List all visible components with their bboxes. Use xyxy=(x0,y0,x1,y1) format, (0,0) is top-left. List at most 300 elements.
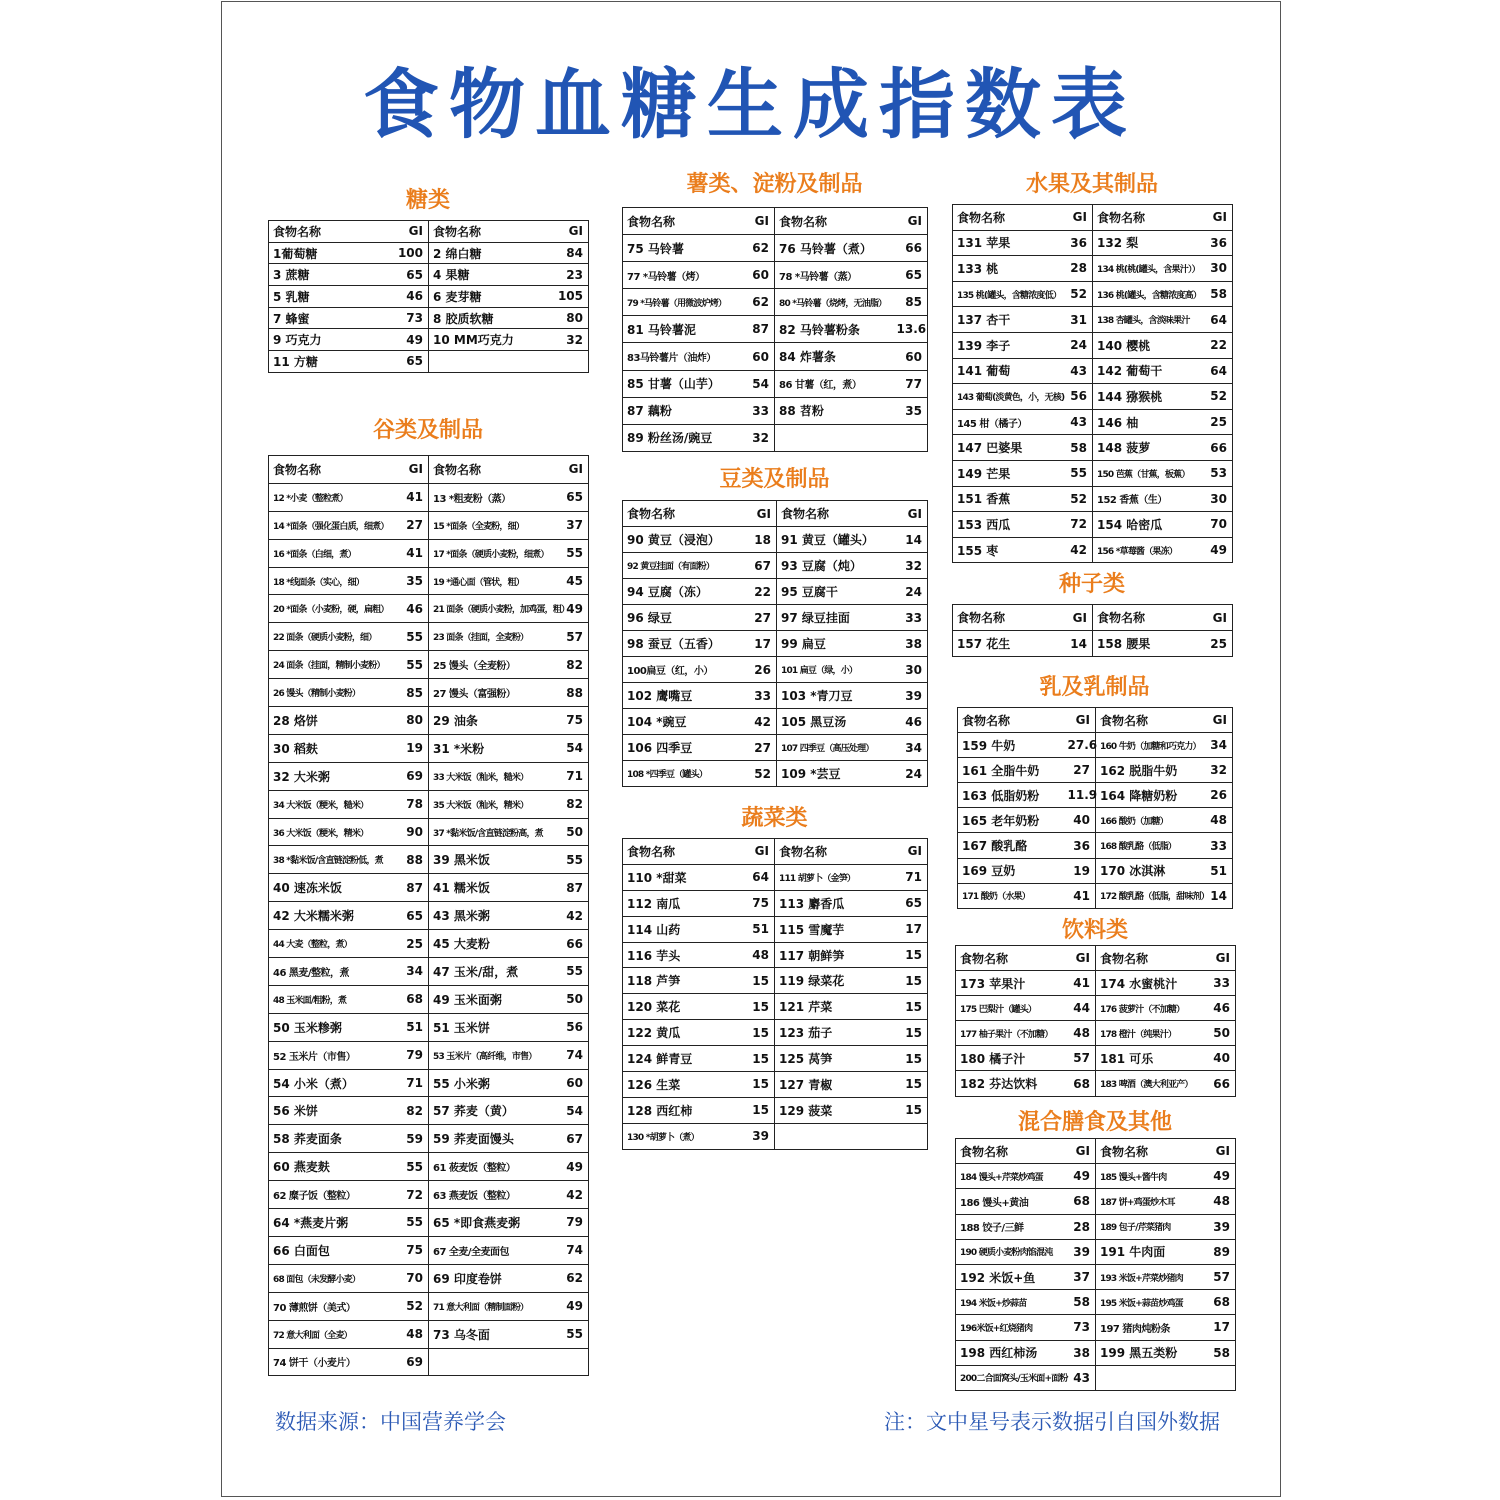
gi-value-cell: 28 xyxy=(1064,1214,1096,1239)
food-name-cell: 49 玉米面粥 xyxy=(429,985,549,1013)
food-name-cell: 133 桃 xyxy=(953,256,1061,282)
gi-value-cell: 55 xyxy=(549,1320,589,1348)
gi-value-cell: 87 xyxy=(389,874,429,902)
gi-value-cell: 72 xyxy=(389,1181,429,1209)
food-name-cell: 195 米饭+蒜苗炒鸡蛋 xyxy=(1096,1290,1204,1315)
food-name-cell: 107 四季豆（高压处理） xyxy=(777,735,895,761)
header-gi: GI xyxy=(1064,1139,1096,1164)
food-name-cell: 2 绵白糖 xyxy=(429,242,549,264)
gi-value-cell: 33 xyxy=(743,683,777,709)
table-row xyxy=(953,409,1233,435)
table-row xyxy=(623,683,928,709)
food-name-cell: 193 米饭+芹菜炒猪肉 xyxy=(1096,1264,1204,1289)
table-row xyxy=(269,679,589,707)
food-name-cell: 59 荞麦面馒头 xyxy=(429,1125,549,1153)
food-name-cell: 37 *黏米饭/含直链淀粉高，煮 xyxy=(429,818,549,846)
gi-value-cell: 55 xyxy=(389,1209,429,1237)
food-name-cell: 20 *面条（小麦粉，硬，扁粗） xyxy=(269,595,389,623)
gi-value-cell: 26 xyxy=(1202,783,1233,808)
gi-value-cell: 24 xyxy=(1061,332,1093,358)
gi-value-cell: 100 xyxy=(369,242,429,264)
gi-value-cell: 56 xyxy=(549,1013,589,1041)
table-row xyxy=(269,1292,589,1320)
table-row xyxy=(269,790,589,818)
gi-value-cell: 82 xyxy=(549,790,589,818)
food-name-cell: 6 麦芽糖 xyxy=(429,286,549,308)
gi-value-cell: 52 xyxy=(1201,384,1233,410)
food-name-cell: 51 玉米饼 xyxy=(429,1013,549,1041)
food-name-cell: 66 白面包 xyxy=(269,1236,389,1264)
food-name-cell: 118 芦笋 xyxy=(623,968,741,994)
header-gi: GI xyxy=(1204,946,1236,971)
food-name-cell: 21 面条（硬质小麦粉，加鸡蛋，粗） xyxy=(429,595,549,623)
food-name-cell: 97 绿豆挂面 xyxy=(777,605,895,631)
food-name-cell: 113 麝香瓜 xyxy=(775,890,893,916)
gi-value-cell: 14 xyxy=(1061,631,1093,657)
food-name-cell: 43 黑米粥 xyxy=(429,902,549,930)
gi-value-cell: 27 xyxy=(743,735,777,761)
gi-value-cell: 42 xyxy=(743,709,777,735)
table-row xyxy=(623,397,928,424)
food-name-cell: 190 硬质小麦粉肉馅混沌 xyxy=(956,1239,1064,1264)
gi-value-cell: 17 xyxy=(893,916,928,942)
header-food-name: 食物名称 xyxy=(775,839,893,865)
gi-value-cell: 58 xyxy=(1064,1290,1096,1315)
gi-value-cell: 31 xyxy=(1061,307,1093,333)
food-name-cell: 58 荞麦面条 xyxy=(269,1125,389,1153)
food-name-cell xyxy=(1096,1365,1204,1390)
gi-value-cell: 73 xyxy=(1064,1315,1096,1340)
gi-value-cell: 58 xyxy=(1204,1340,1236,1365)
gi-value-cell: 60 xyxy=(741,262,775,289)
table-row xyxy=(953,435,1233,461)
gi-value-cell: 82 xyxy=(549,651,589,679)
food-name-cell: 150 芭蕉（甘蕉，板蕉） xyxy=(1093,460,1201,486)
food-name-cell: 156 *草莓酱（果冻） xyxy=(1093,537,1201,563)
header-gi: GI xyxy=(1204,1139,1236,1164)
gi-table xyxy=(957,707,1233,909)
gi-value-cell: 57 xyxy=(549,623,589,651)
section-title: 豆类及制品 xyxy=(719,467,830,492)
food-name-cell: 170 冰淇淋 xyxy=(1096,858,1202,883)
gi-value-cell: 41 xyxy=(1064,971,1096,996)
food-name-cell: 104 *豌豆 xyxy=(623,709,743,735)
table-row xyxy=(958,808,1233,833)
gi-value-cell: 17 xyxy=(1204,1315,1236,1340)
table-row xyxy=(956,1264,1236,1289)
food-name-cell: 10 MM巧克力 xyxy=(429,329,549,351)
gi-value-cell: 36 xyxy=(1061,230,1093,256)
gi-value-cell xyxy=(893,1123,928,1149)
food-name-cell: 172 酸乳酪（低脂，甜味剂） xyxy=(1096,883,1202,908)
food-name-cell: 79 *马铃薯（用微波炉烤） xyxy=(623,289,741,316)
table-row xyxy=(269,734,589,762)
header-food-name: 食物名称 xyxy=(775,208,893,235)
gi-value-cell: 69 xyxy=(389,1348,429,1376)
food-name-cell: 157 花生 xyxy=(953,631,1061,657)
table-header-row xyxy=(623,501,928,527)
table-row xyxy=(269,1320,589,1348)
food-name-cell: 98 蚕豆（五香） xyxy=(623,631,743,657)
gi-table xyxy=(955,945,1236,1097)
table-row xyxy=(956,971,1236,996)
food-name-cell: 102 鹰嘴豆 xyxy=(623,683,743,709)
gi-value-cell: 53 xyxy=(1201,460,1233,486)
gi-value-cell: 68 xyxy=(1064,1189,1096,1214)
food-name-cell: 176 菠萝汁（不加糖） xyxy=(1096,996,1204,1021)
gi-value-cell: 27 xyxy=(743,605,777,631)
food-name-cell: 165 老年奶粉 xyxy=(958,808,1064,833)
gi-value-cell xyxy=(893,424,928,451)
gi-value-cell: 42 xyxy=(549,902,589,930)
gi-value-cell: 33 xyxy=(741,397,775,424)
gi-value-cell: 52 xyxy=(743,761,777,787)
header-food-name: 食物名称 xyxy=(269,456,389,484)
gi-value-cell: 40 xyxy=(1064,808,1096,833)
gi-value-cell: 39 xyxy=(1064,1239,1096,1264)
table-row xyxy=(623,735,928,761)
gi-value-cell: 37 xyxy=(1064,1264,1096,1289)
food-name-cell: 181 可乐 xyxy=(1096,1046,1204,1071)
header-food-name: 食物名称 xyxy=(956,1139,1064,1164)
gi-table xyxy=(622,838,928,1150)
food-name-cell: 45 大麦粉 xyxy=(429,930,549,958)
food-name-cell: 196米饭+红烧猪肉 xyxy=(956,1315,1064,1340)
food-name-cell: 185 馒头+酱牛肉 xyxy=(1096,1164,1204,1189)
gi-value-cell: 51 xyxy=(389,1013,429,1041)
table-row xyxy=(956,1046,1236,1071)
food-name-cell: 200二合面窝头/玉米面+面粉 xyxy=(956,1365,1064,1390)
food-name-cell: 180 橘子汁 xyxy=(956,1046,1064,1071)
food-name-cell: 60 燕麦麸 xyxy=(269,1153,389,1181)
food-name-cell: 145 柑（橘子） xyxy=(953,409,1061,435)
table-row xyxy=(623,289,928,316)
gi-value-cell: 46 xyxy=(895,709,928,735)
table-row xyxy=(623,709,928,735)
food-name-cell: 187 饼+鸡蛋炒木耳 xyxy=(1096,1189,1204,1214)
gi-value-cell: 54 xyxy=(549,734,589,762)
gi-value-cell: 38 xyxy=(895,631,928,657)
gi-value-cell: 27 xyxy=(389,511,429,539)
table-row xyxy=(958,858,1233,883)
table-row xyxy=(269,307,589,329)
gi-table xyxy=(952,204,1233,563)
food-name-cell: 198 西红柿汤 xyxy=(956,1340,1064,1365)
food-name-cell: 138 杏罐头，含淡味果汁 xyxy=(1093,307,1201,333)
table-row xyxy=(269,1097,589,1125)
gi-value-cell: 71 xyxy=(389,1069,429,1097)
table-row xyxy=(958,883,1233,908)
gi-value-cell: 30 xyxy=(895,657,928,683)
gi-value-cell: 65 xyxy=(893,890,928,916)
food-name-cell: 34 大米饭（粳米，糙米） xyxy=(269,790,389,818)
food-name-cell: 53 玉米片（高纤维，市售） xyxy=(429,1041,549,1069)
gi-value-cell: 49 xyxy=(549,1292,589,1320)
food-name-cell xyxy=(429,351,549,373)
food-name-cell: 194 米饭+炒蒜苗 xyxy=(956,1290,1064,1315)
gi-value-cell: 14 xyxy=(1202,883,1233,908)
table-header-row xyxy=(623,208,928,235)
table-row xyxy=(269,264,589,286)
header-gi: GI xyxy=(1064,946,1096,971)
gi-value-cell: 32 xyxy=(549,329,589,351)
gi-value-cell: 79 xyxy=(389,1041,429,1069)
food-name-cell: 106 四季豆 xyxy=(623,735,743,761)
header-gi: GI xyxy=(369,221,429,243)
gi-value-cell: 59 xyxy=(389,1125,429,1153)
gi-value-cell: 34 xyxy=(1202,733,1233,758)
gi-value-cell: 78 xyxy=(389,790,429,818)
gi-value-cell: 36 xyxy=(1064,833,1096,858)
food-name-cell: 162 脱脂牛奶 xyxy=(1096,758,1202,783)
gi-value-cell: 64 xyxy=(1201,358,1233,384)
gi-value-cell: 32 xyxy=(1202,758,1233,783)
gi-value-cell: 67 xyxy=(549,1125,589,1153)
table-row xyxy=(953,281,1233,307)
table-row xyxy=(956,1164,1236,1189)
gi-value-cell: 48 xyxy=(1202,808,1233,833)
gi-value-cell: 49 xyxy=(549,595,589,623)
table-row xyxy=(956,1021,1236,1046)
gi-value-cell: 90 xyxy=(389,818,429,846)
table-row xyxy=(956,1315,1236,1340)
gi-value-cell: 88 xyxy=(549,679,589,707)
food-name-cell: 108 *四季豆（罐头） xyxy=(623,761,743,787)
food-name-cell: 121 芹菜 xyxy=(775,994,893,1020)
gi-value-cell xyxy=(549,351,589,373)
gi-value-cell: 15 xyxy=(741,1046,775,1072)
header-gi: GI xyxy=(893,839,928,865)
table-row xyxy=(269,511,589,539)
table-row xyxy=(953,332,1233,358)
gi-value-cell: 39 xyxy=(1204,1214,1236,1239)
table-row xyxy=(269,958,589,986)
gi-value-cell: 69 xyxy=(389,762,429,790)
table-row xyxy=(269,242,589,264)
header-gi: GI xyxy=(1201,205,1233,231)
gi-value-cell: 18 xyxy=(743,527,777,553)
gi-value-cell: 73 xyxy=(369,307,429,329)
food-name-cell: 159 牛奶 xyxy=(958,733,1064,758)
table-row xyxy=(269,818,589,846)
food-name-cell: 38 *黏米饭/含直链淀粉低，煮 xyxy=(269,846,389,874)
gi-value-cell: 15 xyxy=(741,968,775,994)
section-title: 乳及乳制品 xyxy=(1039,675,1150,700)
gi-value-cell: 39 xyxy=(895,683,928,709)
gi-table xyxy=(952,604,1233,657)
section-title: 薯类、淀粉及制品 xyxy=(686,172,863,197)
food-name-cell: 23 面条（挂面，全麦粉） xyxy=(429,623,549,651)
header-gi: GI xyxy=(743,501,777,527)
gi-value-cell: 65 xyxy=(369,351,429,373)
gi-value-cell: 15 xyxy=(893,994,928,1020)
table-row xyxy=(953,307,1233,333)
food-name-cell: 36 大米饭（粳米，精米） xyxy=(269,818,389,846)
section-title: 糖类 xyxy=(405,188,450,213)
gi-value-cell: 68 xyxy=(1064,1071,1096,1096)
section-title: 谷类及制品 xyxy=(372,418,483,443)
gi-value-cell: 70 xyxy=(1201,512,1233,538)
gi-value-cell: 19 xyxy=(389,734,429,762)
gi-value-cell: 58 xyxy=(1201,281,1233,307)
food-name-cell: 103 *青刀豆 xyxy=(777,683,895,709)
gi-value-cell: 75 xyxy=(389,1236,429,1264)
section-title: 饮料类 xyxy=(1061,918,1128,943)
food-name-cell: 80 *马铃薯（烧烤，无油脂） xyxy=(775,289,893,316)
food-name-cell: 128 西红柿 xyxy=(623,1097,741,1123)
table-row xyxy=(958,758,1233,783)
header-gi: GI xyxy=(549,221,589,243)
gi-value-cell: 72 xyxy=(1061,512,1093,538)
food-name-cell: 158 腰果 xyxy=(1093,631,1201,657)
gi-value-cell: 30 xyxy=(1201,256,1233,282)
table-row xyxy=(269,902,589,930)
food-name-cell: 155 枣 xyxy=(953,537,1061,563)
table-row xyxy=(269,1181,589,1209)
table-row xyxy=(956,1189,1236,1214)
table-row xyxy=(956,1071,1236,1096)
table-row xyxy=(623,657,928,683)
food-name-cell: 174 水蜜桃汁 xyxy=(1096,971,1204,996)
gi-table xyxy=(268,220,589,373)
gi-value-cell: 45 xyxy=(549,567,589,595)
gi-value-cell: 80 xyxy=(389,707,429,735)
food-name-cell: 147 巴婆果 xyxy=(953,435,1061,461)
table-row xyxy=(269,1209,589,1237)
gi-value-cell: 66 xyxy=(549,930,589,958)
food-name-cell xyxy=(429,1348,549,1376)
table-row xyxy=(269,539,589,567)
food-name-cell: 12 *小麦（整粒煮） xyxy=(269,483,389,511)
header-gi: GI xyxy=(389,456,429,484)
section-title: 种子类 xyxy=(1058,572,1125,597)
gi-value-cell: 60 xyxy=(893,343,928,370)
table-row xyxy=(956,996,1236,1021)
table-row xyxy=(623,424,928,451)
food-name-cell: 11 方糖 xyxy=(269,351,369,373)
food-name-cell: 141 葡萄 xyxy=(953,358,1061,384)
asterisk-note: 注：文中星号表示数据引自国外数据 xyxy=(884,1410,1220,1434)
food-name-cell: 68 面包（未发酵小麦） xyxy=(269,1264,389,1292)
gi-value-cell: 65 xyxy=(549,483,589,511)
gi-value-cell: 25 xyxy=(1201,409,1233,435)
food-name-cell: 131 苹果 xyxy=(953,230,1061,256)
table-row xyxy=(623,553,928,579)
food-name-cell: 117 朝鲜笋 xyxy=(775,942,893,968)
food-name-cell: 182 芬达饮料 xyxy=(956,1071,1064,1096)
food-name-cell: 122 黄瓜 xyxy=(623,1020,741,1046)
food-name-cell: 175 巴梨汁（罐头） xyxy=(956,996,1064,1021)
food-name-cell: 90 黄豆（浸泡） xyxy=(623,527,743,553)
table-row xyxy=(269,1041,589,1069)
gi-value-cell: 46 xyxy=(1204,996,1236,1021)
header-food-name: 食物名称 xyxy=(429,221,549,243)
food-name-cell: 15 *面条（全麦粉，细） xyxy=(429,511,549,539)
gi-value-cell: 57 xyxy=(1204,1264,1236,1289)
gi-value-cell: 105 xyxy=(549,286,589,308)
gi-value-cell: 32 xyxy=(741,424,775,451)
table-row xyxy=(623,1020,928,1046)
gi-value-cell: 52 xyxy=(389,1292,429,1320)
food-name-cell: 161 全脂牛奶 xyxy=(958,758,1064,783)
gi-value-cell: 66 xyxy=(893,235,928,262)
gi-value-cell: 89 xyxy=(1204,1239,1236,1264)
gi-value-cell: 48 xyxy=(389,1320,429,1348)
food-name-cell: 4 果糖 xyxy=(429,264,549,286)
gi-value-cell: 42 xyxy=(549,1181,589,1209)
gi-value-cell: 75 xyxy=(741,890,775,916)
gi-value-cell: 46 xyxy=(389,595,429,623)
food-name-cell: 57 荞麦（黄） xyxy=(429,1097,549,1125)
gi-value-cell: 50 xyxy=(549,985,589,1013)
food-name-cell: 142 葡萄干 xyxy=(1093,358,1201,384)
gi-value-cell: 27.6 xyxy=(1064,733,1096,758)
gi-value-cell: 66 xyxy=(1204,1071,1236,1096)
table-header-row xyxy=(623,839,928,865)
food-name-cell: 130 *胡萝卜（煮） xyxy=(623,1123,741,1149)
gi-value-cell: 75 xyxy=(549,707,589,735)
gi-value-cell: 44 xyxy=(1064,996,1096,1021)
table-row xyxy=(956,1340,1236,1365)
table-header-row xyxy=(269,456,589,484)
gi-value-cell: 25 xyxy=(389,930,429,958)
table-row xyxy=(269,595,589,623)
gi-value-cell: 33 xyxy=(1202,833,1233,858)
gi-value-cell: 19 xyxy=(1064,858,1096,883)
table-row xyxy=(958,833,1233,858)
table-row xyxy=(269,707,589,735)
food-name-cell: 116 芋头 xyxy=(623,942,741,968)
header-gi: GI xyxy=(893,208,928,235)
table-row xyxy=(623,527,928,553)
table-row xyxy=(623,1097,928,1123)
gi-value-cell: 26 xyxy=(743,657,777,683)
food-name-cell: 100扁豆（红，小） xyxy=(623,657,743,683)
table-header-row xyxy=(958,708,1233,733)
gi-value-cell: 49 xyxy=(369,329,429,351)
table-row xyxy=(623,761,928,787)
header-food-name: 食物名称 xyxy=(1096,1139,1204,1164)
gi-value-cell: 71 xyxy=(549,762,589,790)
food-name-cell: 19 *通心面（管状，粗） xyxy=(429,567,549,595)
gi-value-cell: 55 xyxy=(1061,460,1093,486)
food-name-cell: 173 苹果汁 xyxy=(956,971,1064,996)
food-name-cell: 26 馒头（精制小麦粉） xyxy=(269,679,389,707)
food-name-cell: 9 巧克力 xyxy=(269,329,369,351)
gi-value-cell: 82 xyxy=(389,1097,429,1125)
table-row xyxy=(953,230,1233,256)
gi-value-cell: 55 xyxy=(389,651,429,679)
food-name-cell: 135 桃(罐头，含糖浓度低） xyxy=(953,281,1061,307)
gi-value-cell: 88 xyxy=(389,846,429,874)
table-row xyxy=(623,579,928,605)
header-gi: GI xyxy=(1064,708,1096,733)
gi-value-cell: 37 xyxy=(549,511,589,539)
gi-value-cell: 55 xyxy=(549,846,589,874)
gi-value-cell: 15 xyxy=(741,994,775,1020)
food-name-cell: 167 酸乳酪 xyxy=(958,833,1064,858)
food-name-cell: 87 藕粉 xyxy=(623,397,741,424)
gi-value-cell: 64 xyxy=(1201,307,1233,333)
table-row xyxy=(623,370,928,397)
table-row xyxy=(953,512,1233,538)
gi-value-cell: 46 xyxy=(369,286,429,308)
food-name-cell: 82 马铃薯粉条 xyxy=(775,316,893,343)
table-row xyxy=(269,351,589,373)
gi-value-cell: 11.9 xyxy=(1064,783,1096,808)
gi-value-cell: 50 xyxy=(1204,1021,1236,1046)
gi-value-cell: 54 xyxy=(549,1097,589,1125)
